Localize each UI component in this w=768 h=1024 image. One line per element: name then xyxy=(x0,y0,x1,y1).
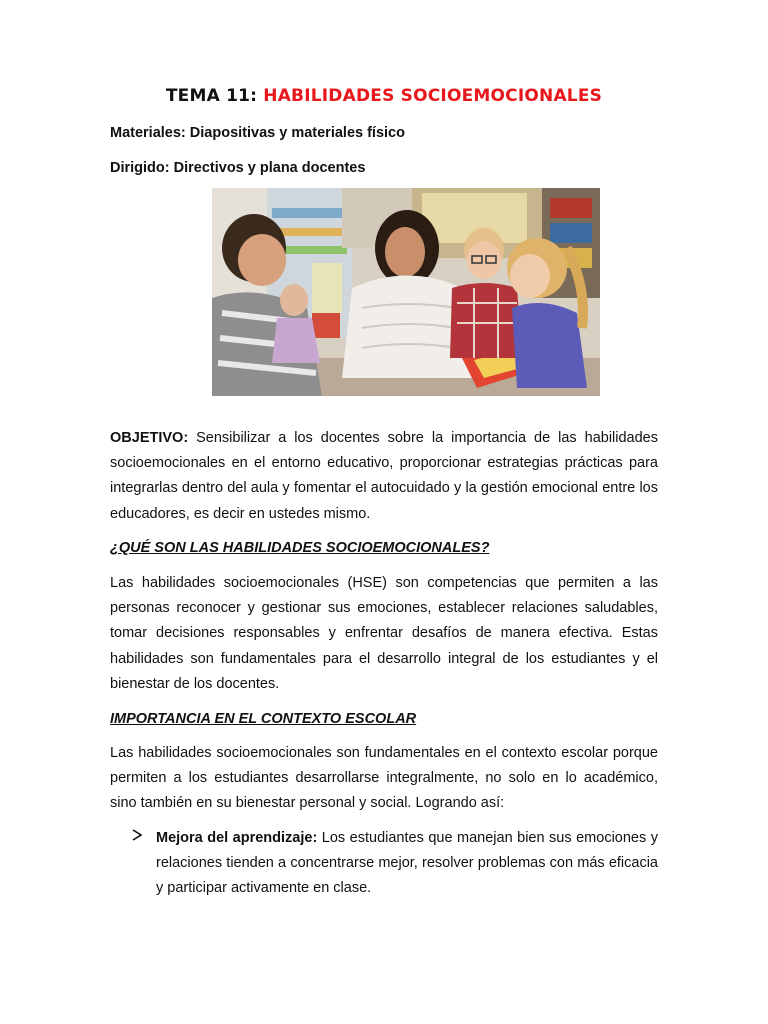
page-title xyxy=(110,86,658,106)
importance-paragraph: Las habilidades socioemocionales son fundamentales en el contexto escolar porque permiten a los estudiantes desarrollarse integralmente, no solo en lo académico, sino también en su bienestar personal y social. Logrando así: xyxy=(110,745,658,812)
arrow-bullet-icon xyxy=(132,829,142,844)
materials-line: Materiales: Diapositivas y materiales físico xyxy=(110,125,405,141)
audience-line: Dirigido: Directivos y plana docentes xyxy=(110,160,366,176)
objective-paragraph xyxy=(110,426,658,527)
section-heading-hse: ¿QUÉ SON LAS HABILIDADES SOCIOEMOCIONALES? xyxy=(110,540,490,556)
hse-definition-paragraph: Las habilidades socioemocionales (HSE) son competencias que permiten a las personas reconocer y gestionar sus emociones, establecer relaciones saludables, tomar decisiones responsables y enfrentar desafíos de manera efectiva. Estas habilidades son fundamentales para el desarrollo integral de los estudiantes y el bienestar de los docentes. xyxy=(110,575,658,692)
title-highlight: HABILIDADES SOCIOEMOCIONALES xyxy=(263,86,603,106)
bullet-label: Mejora del aprendizaje: xyxy=(156,830,318,846)
title-prefix: TEMA 11: xyxy=(165,86,264,106)
bullet-item xyxy=(156,826,658,902)
classroom-photo xyxy=(212,188,600,396)
section-heading-importance: IMPORTANCIA EN EL CONTEXTO ESCOLAR xyxy=(110,711,417,727)
objective-text: Sensibilizar a los docentes sobre la importancia de las habilidades socioemocionales en el entorno educativo, proporcionar estrategias prácticas para integrarlas dentro del aula y fomentar el autocuidado y la gestión emocional entre los educadores, es decir en ustedes mismo. xyxy=(110,430,658,522)
objective-label: OBJETIVO: xyxy=(110,430,189,446)
bullet-body: Los estudiantes que manejan bien sus emociones y relaciones tienden a concentrarse mejor, resolver problemas con más eficacia y participar activamente en clase. xyxy=(156,830,658,897)
